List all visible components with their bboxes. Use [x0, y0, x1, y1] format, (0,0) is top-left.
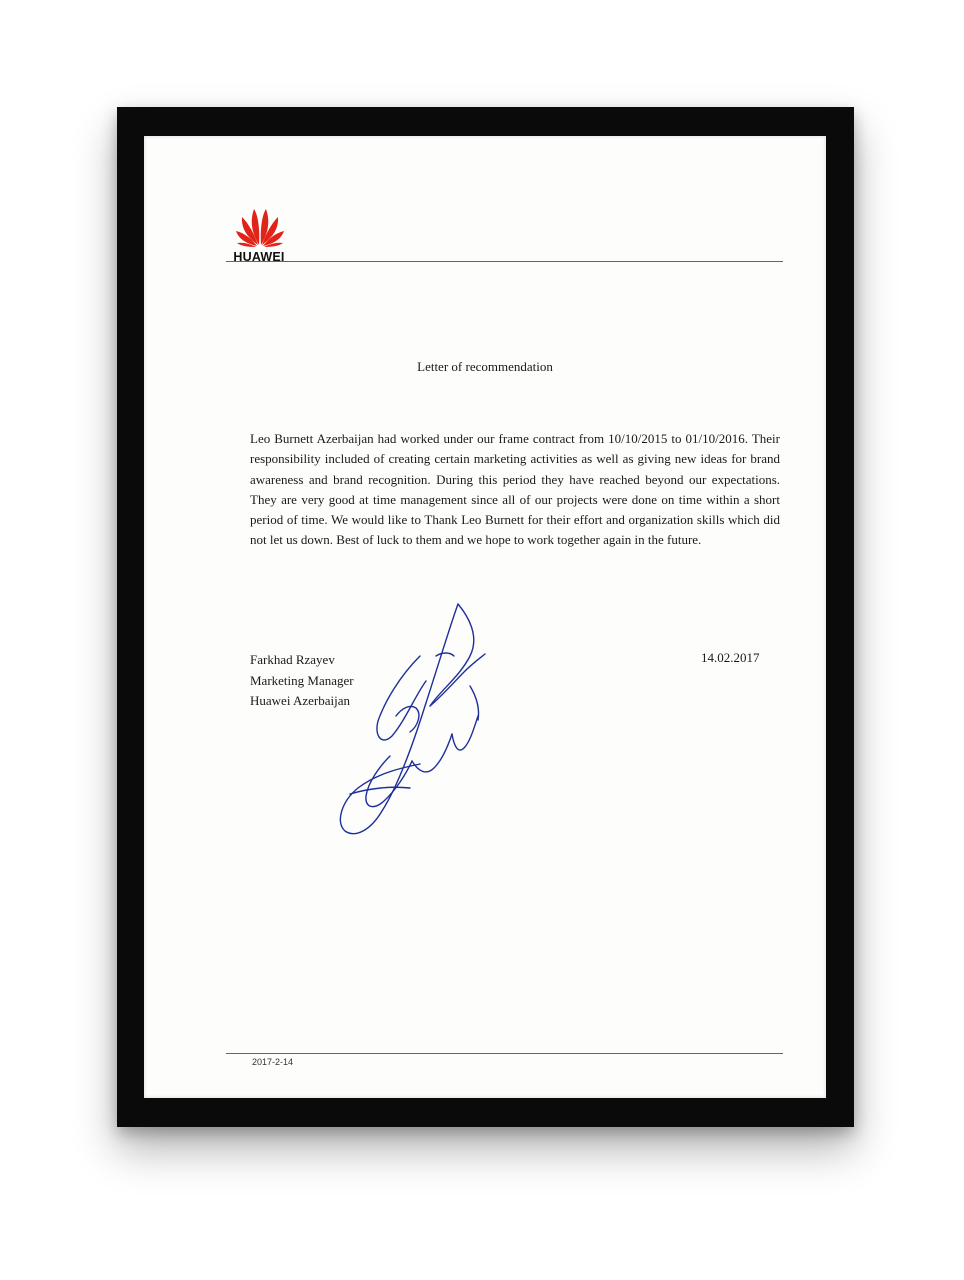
signer-title: Marketing Manager: [250, 672, 354, 688]
footer-date: 2017-2-14: [252, 1057, 294, 1067]
letter-date: 14.02.2017: [701, 650, 760, 665]
letter-body: Leo Burnett Azerbaijan had worked under our frame contract from 10/10/2015 to 01/10/2016. Their responsibility included of creating certain marketing activities as well as giving new ideas for brand awareness and brand recognition. During this period they have reached beyond our expectations. They are very good at time management since all of our projects were done on time within a short period of time. We would like to Thank Leo Burnett for their effort and organization skills which did not let us down. Best of luck to them and we hope to work together again in the future.: [250, 431, 780, 548]
huawei-logo: [227, 205, 291, 269]
handwritten-signature: [330, 596, 520, 846]
letter-title: Letter of recommendation: [417, 359, 553, 374]
brand-wordmark: HUAWEI: [233, 250, 285, 264]
picture-frame: [117, 107, 854, 1127]
signer-company: Huawei Azerbaijan: [250, 693, 350, 708]
signer-name: Farkhad Rzayev: [250, 652, 335, 667]
huawei-flower-icon: [235, 205, 285, 247]
letter-sheet: [144, 136, 826, 1098]
header-divider: [226, 261, 783, 262]
footer-divider: [226, 1053, 783, 1054]
